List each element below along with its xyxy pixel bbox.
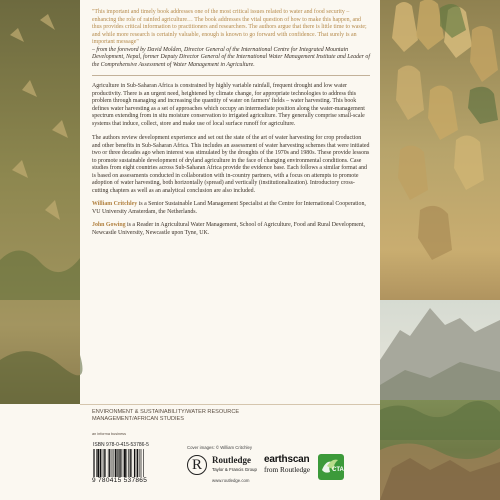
description-paragraph-2: The authors review development experience and set out the state of the art of water harvesting for crop production and other benefits in Sub-Saharan Africa. This includes an assessment of water harvesting schemes that were initiated two or three decades ago when interest was stimulated by the droughts of the 1970s and 1980s. These provide lessons to promote sustainable development of dryland agriculture in the face of changing environmental conditions. Case studies from eight countries across Sub-Saharan Africa provide the evidence base. Each follows a similar format and is based on assessments conducted in collaboration with in-country partners, with a focus on attempts to promote adoption of water harvesting, both horizontally (spread) and vertically (institutionalization). Introductory cross-cutting chapters as well as an analytical conclusion are also included.: [92, 135, 370, 194]
routledge-subtitle: Taylor & Francis Group: [212, 467, 257, 472]
earthscan-name: earthscan: [264, 454, 310, 465]
publisher-website: www.routledge.com: [212, 478, 250, 483]
back-cover-text: [92, 9, 370, 237]
author-bio-2-text: is a Reader in Agricultural Water Management, School of Agriculture, Food and Rural Development, Newcastle University, Newcastle upon Tyne, UK.: [92, 222, 365, 236]
cta-label: CTA: [332, 467, 344, 473]
routledge-logo: [212, 456, 257, 472]
isbn-label: ISBN 978-0-415-53786-5: [93, 442, 149, 448]
description-paragraph-1: Agriculture in Sub-Saharan Africa is constrained by highly variable rainfall, frequent drought and low water productivity. There is an urgent need, heightened by climate change, for appropriate technologies to address this problem through managing and increasing the quantity of water on farmers' fields – water harvesting. This book defines water harvesting as a set of approaches which occupy an intermediate position along the water-management spectrum extending from in situ moisture conservation to irrigated agriculture. They generally comprise small-scale systems that induce, collect, store and make use of local surface runoff for agriculture.: [92, 83, 365, 127]
author-bio-2: [92, 222, 370, 237]
author-bio-1: [92, 201, 370, 216]
divider: [92, 75, 370, 76]
earthscan-subtitle: from Routledge: [264, 465, 311, 474]
endorsement-quote: "This important and timely book addresses one of the most critical issues related to water and food security – enhancing the role of rainfed agriculture… The book addresses the vital question of how to make this happen, and thus provides critical information to practitioners and researchers. The authors argue that there is little time to waste; and while more research is certainly valuable, enough is known to go forward with confidence. That surely is an important message": [92, 9, 367, 45]
cover-image-credit: Cover images: © William Critchley: [187, 445, 253, 450]
routledge-name: Routledge: [212, 455, 251, 465]
quote-attribution: – from the foreword by David Molden, Director General of the International Centre for Integrated Mountain Development, Nepal, former Deputy Director General of the International Water Management Institute and Leader of the Comprehensive Assessment of Water Management in Agriculture.: [92, 46, 371, 68]
author-name-2: John Gowing: [92, 222, 126, 228]
author-name-1: William Critchley: [92, 201, 138, 207]
subject-category: ENVIRONMENT & SUSTAINABILITY/WATER RESOURCE MANAGEMENT/AFRICAN STUDIES: [92, 409, 240, 422]
isbn-digits: 9 780415 537865: [92, 477, 148, 484]
routledge-r-icon: R: [187, 455, 207, 475]
isbn-barcode: [92, 449, 174, 477]
earthscan-logo: [264, 455, 310, 474]
informa-imprint: an informa business: [92, 432, 126, 436]
author-bio-1-text: is a Senior Sustainable Land Management Specialist at the Centre for International Cooperation, VU University Amsterdam, the Netherlands.: [92, 201, 366, 215]
